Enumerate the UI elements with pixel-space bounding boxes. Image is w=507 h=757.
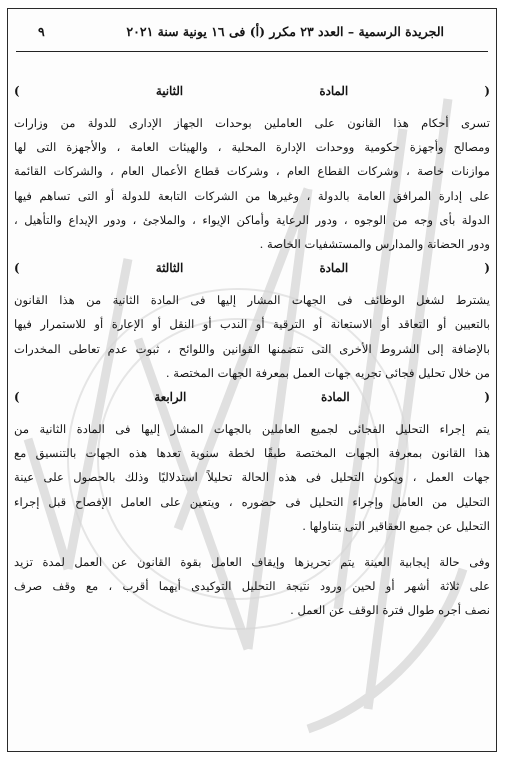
text-line: على إدارة المرافق العامة بالدولة ، وغيرها من الشركات التابعة للدولة أو التى تساهم فيها bbox=[14, 188, 490, 203]
text-line: يتم إجراء التحليل الفجائى لجميع العاملين بالجهات المشار إليها فى المادة الثانية من bbox=[14, 422, 490, 437]
text-line: ودور الحضانة والمدارس والمستشفيات الخاصة . bbox=[259, 237, 490, 252]
text-line: التحليل عن جميع العقاقير التى يتناولها . bbox=[302, 518, 490, 533]
text-line: يشترط لشغل الوظائف فى الجهات المشار إليها فى المادة الثانية من هذا القانون bbox=[14, 293, 490, 308]
text-line: نصف أجره طوال فترة الوقف عن العمل . bbox=[290, 603, 490, 618]
text-line: بالتعيين أو التعاقد أو الاستعانة أو الترقية أو الندب أو النقل أو الإعارة أو للاستمرار فيها bbox=[14, 317, 490, 332]
text-line: ومصالح وأجهزة حكومية ووحدات الإدارة المحلية ، والهيئات العامة ، والأجهزة التى لها bbox=[14, 140, 490, 155]
text-line: على ثلاثة أشهر أو لحين ورود نتيجة التحليل التوكيدى أيهما أقرب ، مع وقف صرف bbox=[14, 579, 490, 594]
article-title: ( المادة الرابعة ) bbox=[14, 390, 490, 405]
text-line: التحليل من العامل وإجراء التحليل فى حضوره ، ويتعين على العامل الإفصاح قبل إجراء bbox=[14, 494, 490, 509]
document-body bbox=[14, 79, 490, 623]
gazette-page bbox=[7, 8, 497, 752]
text-line: من خلال تحليل فجائى تجريه جهات العمل بمعرفة الجهات المختصة . bbox=[165, 365, 490, 380]
text-line: وفى حالة إيجابية العينة يتم تحريزها وإيقاف العامل بقوة القانون عن العمل لمدة تزيد bbox=[14, 555, 490, 570]
text-line: موازنات خاصة ، وشركات القطاع العام ، وشركات قطاع الأعمال العام ، والشركات القائمة bbox=[14, 164, 490, 179]
header-divider bbox=[16, 51, 488, 52]
text-line: بالإضافة إلى الشروط الأخرى التى تتضمنها القوانين واللوائح ، ثبوت عدم تعاطى المخدرات bbox=[14, 341, 490, 356]
page-number: ٩ bbox=[38, 24, 45, 39]
page-header bbox=[8, 21, 496, 47]
text-line: جهات العمل ، ويكون التحليل فى هذه الحالة تحليلاً استدلاليًا وذلك بالحصول على عينة bbox=[14, 470, 490, 485]
article-title: ( المادة الثالثة ) bbox=[14, 261, 490, 276]
text-line: تسرى أحكام هذا القانون على العاملين بوحدات الجهاز الإدارى للدولة من وزارات bbox=[14, 116, 490, 130]
article-title: ( المادة الثانية ) bbox=[14, 84, 490, 98]
text-line: هذا القانون بمعرفة الجهات المختصة طبقًا لخطة سنوية تعدها هذه الجهات بالتنسيق مع bbox=[14, 446, 490, 461]
gazette-title: الجريدة الرسمية – العدد ٢٣ مكرر (أ) فى ١٦ يونية سنة ٢٠٢١ bbox=[126, 24, 444, 39]
text-line: الدولة بأى وجه من الوجوه ، ودور الرعاية وأماكن الإيواء ، والملاجئ ، ودور الإيداع والتأهيل ، bbox=[14, 212, 490, 227]
